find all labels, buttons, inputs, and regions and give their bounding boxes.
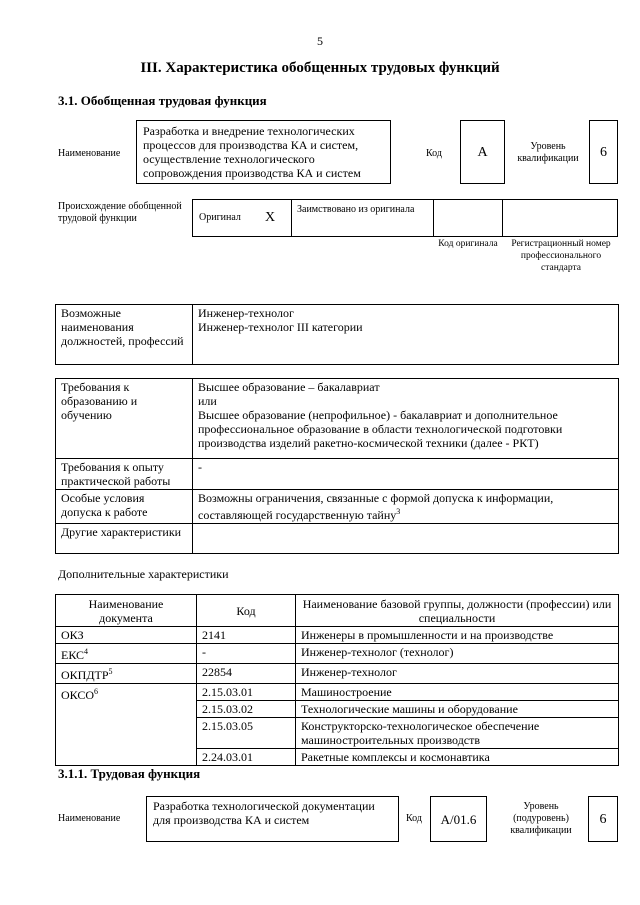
tf-level-label: Уровень (подуровень) квалификации <box>510 801 572 836</box>
name-cell: Ракетные комплексы и космонавтика <box>296 749 619 766</box>
additional-table <box>55 594 619 766</box>
page-number: 5 <box>317 34 323 48</box>
req-access-label: Особые условия допуска к работе <box>56 490 193 524</box>
gtf-code-value: А <box>460 120 505 184</box>
gtf-reg-number-caption: Регистрационный номер профессионального стандарта <box>511 239 611 273</box>
gtf-heading: 3.1. Обобщенная трудовая функция <box>58 93 267 108</box>
positions-values <box>193 305 619 365</box>
req-education-line: или <box>198 394 217 408</box>
req-education-line: Высшее образование (непрофильное) - бакалавриат и дополнительное профессиональное образование в области технологической подготовки производства изделий ракетно-космической техники (далее - РКТ) <box>198 408 563 450</box>
doc-name: ЕКС <box>61 648 85 662</box>
code-cell: 22854 <box>197 664 296 684</box>
footnote-ref: 5 <box>108 667 113 676</box>
req-experience-value: - <box>193 459 619 490</box>
tf-level-value: 6 <box>588 796 618 842</box>
name-cell: Конструкторско-технологическое обеспечение машиностроительных производств <box>296 718 619 749</box>
requirements-table <box>55 378 619 554</box>
req-education-value <box>193 379 619 459</box>
position-item: Инженер-технолог <box>198 306 294 320</box>
position-item: Инженер-технолог III категории <box>198 320 363 334</box>
doc-name: ОКПДТР <box>61 668 109 682</box>
req-access-text: Возможны ограничения, связанные с формой допуска к информации, составляющей государственную тайну <box>198 491 554 522</box>
req-experience-label: Требования к опыту практической работы <box>56 459 193 490</box>
gtf-reg-number-cell <box>502 199 618 237</box>
gtf-name-label: Наименование <box>58 148 121 159</box>
tf-name-label: Наименование <box>58 813 121 824</box>
doc-cell <box>56 644 197 664</box>
code-cell: 2.15.03.05 <box>197 718 296 749</box>
req-education-line: Высшее образование – бакалавриат <box>198 380 380 394</box>
footnote-ref: 6 <box>94 687 99 696</box>
doc-cell <box>56 684 197 766</box>
gtf-orig-code-caption: Код оригинала <box>438 239 498 249</box>
footnote-ref: 4 <box>84 647 89 656</box>
code-cell: - <box>197 644 296 664</box>
doc-cell <box>56 627 197 644</box>
gtf-borrowed-label: Заимствовано из оригинала <box>291 199 434 237</box>
code-cell: 2.15.03.02 <box>197 701 296 718</box>
gtf-code-label: Код <box>426 148 442 159</box>
table-row <box>56 644 619 664</box>
tf-heading: 3.1.1. Трудовая функция <box>58 766 201 781</box>
doc-name: ОКСО <box>61 688 95 702</box>
gtf-level-label: Уровень квалификации <box>517 141 579 164</box>
gtf-name-value: Разработка и внедрение технологических процессов для производства КА и систем, осуществление технологического сопровождения производства КА и систем <box>136 120 391 184</box>
doc-name: ОКЗ <box>61 628 84 642</box>
table-row <box>56 627 619 644</box>
table-row <box>56 664 619 684</box>
positions-label: Возможные наименования должностей, профессий <box>56 305 193 365</box>
gtf-level-value: 6 <box>589 120 618 184</box>
code-cell: 2141 <box>197 627 296 644</box>
name-cell: Технологические машины и оборудование <box>296 701 619 718</box>
gtf-orig-code-cell <box>433 199 503 237</box>
name-cell: Инженеры в промышленности и на производстве <box>296 627 619 644</box>
code-cell: 2.24.03.01 <box>197 749 296 766</box>
additional-header-code: Код <box>197 595 296 627</box>
name-cell: Инженер-технолог (технолог) <box>296 644 619 664</box>
req-other-value <box>193 524 619 554</box>
section-title: III. Характеристика обобщенных трудовых функций <box>140 60 500 76</box>
footnote-ref: 3 <box>396 507 401 516</box>
gtf-original-label: Оригинал <box>199 212 241 223</box>
req-education-label: Требования к образованию и обучению <box>56 379 193 459</box>
gtf-origin-label: Происхождение обобщенной трудовой функции <box>58 201 182 224</box>
gtf-original-cell <box>192 199 292 237</box>
tf-name-value: Разработка технологической документации для производства КА и систем <box>146 796 399 842</box>
req-access-value <box>193 490 619 524</box>
positions-table <box>55 304 619 365</box>
name-cell: Машиностроение <box>296 684 619 701</box>
gtf-original-mark: Х <box>265 210 276 225</box>
additional-header-doc: Наименование документа <box>56 595 197 627</box>
tf-code-label: Код <box>406 813 422 824</box>
additional-heading: Дополнительные характеристики <box>58 567 229 581</box>
name-cell: Инженер-технолог <box>296 664 619 684</box>
doc-cell <box>56 664 197 684</box>
additional-header-name: Наименование базовой группы, должности (профессии) или специальности <box>296 595 619 627</box>
table-row <box>56 684 619 701</box>
code-cell: 2.15.03.01 <box>197 684 296 701</box>
req-other-label: Другие характеристики <box>56 524 193 554</box>
tf-code-value: А/01.6 <box>430 796 487 842</box>
